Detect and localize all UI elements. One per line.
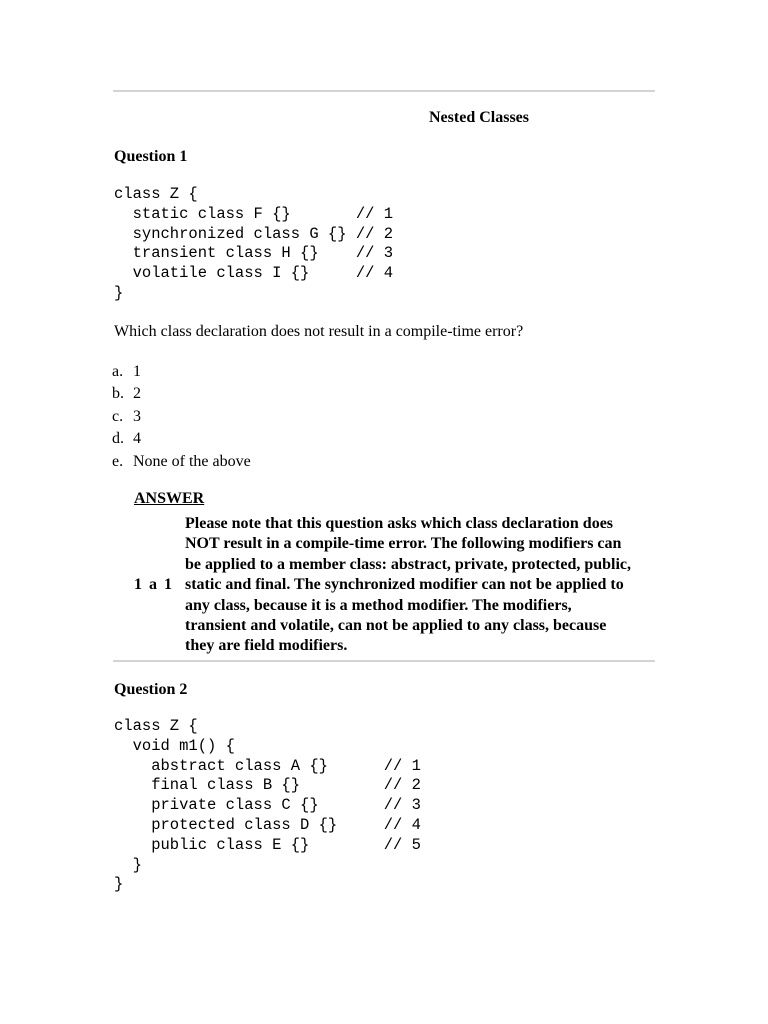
option-e [112,451,251,473]
answer-line: be applied to a member class: abstract, private, protected, public, [185,555,632,573]
question-1-heading: Question 1 [114,148,188,165]
question-1-options [112,361,251,473]
option-d [112,428,251,450]
option-a [112,361,251,383]
answer-line: NOT result in a compile-time error. The following modifiers can [185,535,622,553]
code-line: } [114,875,124,894]
code-line: final class B {} // 2 [114,776,421,795]
top-divider [113,90,655,92]
option-text: 4 [133,430,141,448]
answer-line: any class, because it is a method modifier. The modifiers, [185,596,572,614]
answer-line: static and final. The synchronized modifier can not be applied to [185,576,624,594]
answer-line: Please note that this question asks which class declaration does [185,515,614,532]
option-letter: d. [112,430,124,448]
code-line: } [114,283,124,302]
option-text: 1 [133,363,141,380]
option-letter: a. [112,363,124,380]
question-1-prompt: Which class declaration does not result in a compile-time error? [114,323,524,340]
answer-reference: 1 a 1 [134,576,172,593]
option-letter: e. [112,452,124,470]
code-line: synchronized class G {} // 2 [114,224,394,243]
code-line: static class F {} // 1 [114,204,394,223]
section-divider [113,660,655,662]
code-line: class Z { [114,185,198,203]
answer-heading: ANSWER [134,490,205,507]
option-text: 2 [133,385,141,403]
code-line: volatile class I {} // 4 [114,264,394,283]
option-c [112,406,251,428]
option-b [112,383,251,405]
code-line: } [114,855,142,874]
answer-line: they are field modifiers. [185,637,348,655]
code-line: abstract class A {} // 1 [114,756,421,775]
option-letter: c. [112,407,124,425]
question-2-code-block [114,717,421,895]
code-line: transient class H {} // 3 [114,244,394,263]
question-1-code-block [114,185,393,304]
option-letter: b. [112,385,124,403]
answer-line: transient and volatile, can not be applied to any class, because [185,616,607,634]
code-line: protected class D {} // 4 [114,815,421,834]
code-line: public class E {} // 5 [114,835,421,854]
option-text: 3 [133,407,141,425]
question-2-heading: Question 2 [114,681,188,698]
option-text: None of the above [133,452,251,470]
code-line: private class C {} // 3 [114,796,421,815]
code-line: class Z { [114,717,198,735]
code-line: void m1() { [114,736,235,755]
document-title: Nested Classes [429,109,529,126]
answer-explanation [185,514,647,657]
